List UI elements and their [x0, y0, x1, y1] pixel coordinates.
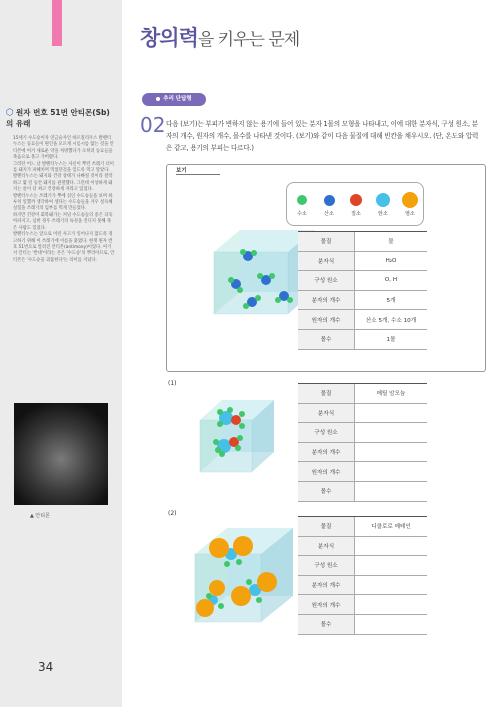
photo-caption: ▲ 안티몬 — [30, 513, 50, 519]
question-number: 02 — [140, 113, 166, 137]
row-value[interactable] — [355, 423, 428, 443]
row-header: 분자의 개수 — [298, 575, 355, 595]
row-header: 분자식 — [298, 536, 355, 556]
legend-atom-4 — [376, 193, 390, 207]
title-bold: 창의력 — [140, 26, 198, 50]
table-row — [298, 517, 427, 537]
row-value: H₂O — [355, 251, 428, 271]
row-header: 몰수 — [298, 481, 355, 501]
row-header: 구성 원소 — [298, 556, 355, 576]
example-tag: 보기 — [176, 166, 220, 175]
row-value: 디클로로 메테인 — [355, 517, 428, 537]
question-type-badge — [142, 93, 206, 106]
row-value[interactable] — [355, 614, 428, 634]
table-row — [298, 595, 427, 615]
row-value: O, H — [355, 271, 428, 291]
table-row — [298, 271, 427, 291]
legend-atom-1 — [297, 195, 307, 205]
legend-label: 산소 — [324, 211, 334, 217]
row-header: 구성 원소 — [298, 271, 355, 291]
sidebar-paragraph: 15세기 수도승이자 연금술사인 바르질리우스 발렌티누스는 동료들이 원인을 모르게 시름시름 앓는 것을 안티몬에 여겨 새로운 약을 처방했다가 오히려 동료들을 죽음으로 몰고 가버렸다. — [13, 136, 114, 161]
sidebar-paragraph: 그러던 어느 날 발렌티누스는 자신이 뿌린 쓰레기 더미를 돼지가 파헤치며 먹었던것을 잊도록 먹고 말았다. 발렌티누스는 돼지와 건강 상태가 나빠질 것이라 잘작하고 몇 일 동안 돼지를 관찰했다. 그런데 이상하게 돼지는 살이 더 찌고 건강하게 자라고 있었다. — [13, 161, 114, 193]
example-table — [298, 231, 427, 350]
table-row — [298, 232, 427, 252]
row-header: 분자의 개수 — [298, 290, 355, 310]
legend-label: 염소 — [405, 211, 415, 217]
row-header: 몰수 — [298, 614, 355, 634]
row-header: 원자의 개수 — [298, 595, 355, 615]
hexagon-icon: ⬡ — [6, 108, 14, 118]
table-row — [298, 384, 427, 404]
row-value[interactable] — [355, 403, 428, 423]
row-value[interactable] — [355, 462, 428, 482]
row-value: 5개 — [355, 290, 428, 310]
question-text: 다음 (보기)는 부피가 변하지 않는 용기에 들어 있는 분자 1몰의 모형을 나타내고, 이에 대한 분자식, 구성 원소, 분자의 개수, 원자의 개수, 몰수를 나타낸 것이다. (보기)와 같이 다음 물질에 대해 빈칸을 채우시오. (단, 온도와 압력은 같고, 용기의 부피는 다르다.) — [166, 120, 479, 152]
sidebar-paragraph: 발렌티누스는 쓰레기가 뿌에 섞인 수도승들을 보며 하루치 일했까 생각하여 셀다는 수도승들을 겨우 설득해 실험을 쓰레기의 임부를 먹게 만들었다. — [13, 193, 113, 212]
row-header: 분자의 개수 — [298, 442, 355, 462]
row-value[interactable] — [355, 536, 428, 556]
sub-question-2-label: (2) — [168, 510, 177, 517]
table-row — [298, 329, 427, 349]
row-value: 1몰 — [355, 329, 428, 349]
legend-label: 탄소 — [378, 211, 388, 217]
row-value[interactable] — [355, 575, 428, 595]
antimony-photo — [14, 403, 108, 505]
row-header: 구성 원소 — [298, 423, 355, 443]
methylammonium-cube — [192, 390, 302, 500]
row-value: 산소 5개, 수소 10개 — [355, 310, 428, 330]
table-row — [298, 575, 427, 595]
legend-atom-2 — [324, 195, 335, 206]
row-value[interactable] — [355, 595, 428, 615]
bullet-icon — [156, 97, 160, 101]
table-row — [298, 290, 427, 310]
table-row — [298, 442, 427, 462]
row-header: 물질 — [298, 232, 355, 252]
table-row — [298, 481, 427, 501]
row-value[interactable] — [355, 481, 428, 501]
row-header: 원자의 개수 — [298, 310, 355, 330]
sidebar-heading-text: 원자 번호 51번 안티몬(Sb)의 유래 — [6, 108, 110, 128]
row-value[interactable] — [355, 442, 428, 462]
table-row — [298, 310, 427, 330]
sidebar-heading — [6, 107, 116, 129]
row-header: 물질 — [298, 517, 355, 537]
row-header: 분자식 — [298, 403, 355, 423]
legend-label: 질소 — [351, 211, 361, 217]
table-row — [298, 423, 427, 443]
row-header: 원자의 개수 — [298, 462, 355, 482]
row-header: 분자식 — [298, 251, 355, 271]
table-row — [298, 556, 427, 576]
dichloromethane-cube — [183, 518, 303, 638]
table-row — [298, 536, 427, 556]
row-header: 몰수 — [298, 329, 355, 349]
sub-question-1-label: (1) — [168, 380, 177, 387]
page-title — [140, 22, 299, 52]
sub-question-2-table — [298, 516, 427, 635]
row-value[interactable] — [355, 556, 428, 576]
legend-label: 수소 — [297, 211, 307, 217]
legend-atom-5 — [402, 192, 418, 208]
row-value: 메틸 암모늄 — [355, 384, 428, 404]
table-row — [298, 614, 427, 634]
title-rest: 을 키우는 문제 — [197, 30, 300, 50]
sidebar-paragraph: 발렌티누스는 앞으로 이런 사고가 일어나지 않도록 경고하기 위해 이 쓰레기에 이름을 붙였다. 현재 원자 번호 51번으로 알려진 안티몬(antimony)이었다. 여기서 안티는 '반대'이라는 본은 '수도승'의 뿌리이므로, 안티몬은 '수도승을 괴롭힌다'는 의미를 지녔다. — [13, 232, 115, 263]
table-row — [298, 403, 427, 423]
sub-question-1-table — [298, 383, 427, 502]
table-row — [298, 251, 427, 271]
legend-atom-3 — [350, 194, 362, 206]
sidebar-paragraph: 하지만 건강이 회복돼가는 커녕 수도승들의 증은 더욱 아파지고, 심한 경우 쓰레기의 독성을 견디지 못해 죽은 사람도 있었다. — [13, 212, 113, 231]
table-row — [298, 462, 427, 482]
row-value: 물 — [355, 232, 428, 252]
page-number: 34 — [38, 660, 54, 674]
bookmark-tab — [52, 0, 62, 46]
badge-label: 추리 단답형 — [163, 96, 192, 102]
sidebar-body — [13, 136, 115, 264]
row-header: 물질 — [298, 384, 355, 404]
